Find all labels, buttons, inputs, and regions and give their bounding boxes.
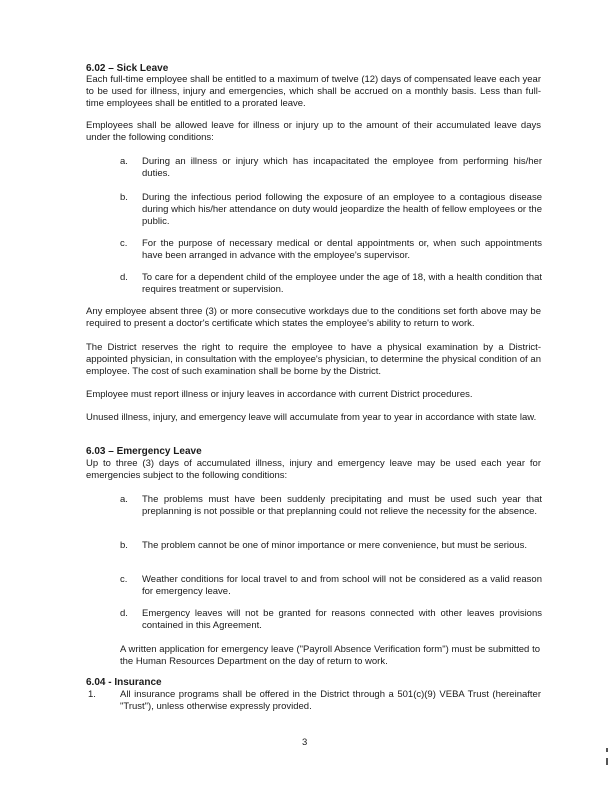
- list-item-text: Emergency leaves will not be granted for reasons connected with other leaves provisions contained in this Agreement.: [142, 608, 542, 631]
- list-marker: c.: [120, 238, 128, 249]
- section-602-paragraph-2: Employees shall be allowed leave for illness or injury up to the amount of their accumulated leave days under the following conditions:: [86, 120, 541, 143]
- list-marker: a.: [120, 156, 128, 167]
- list-item-text: During an illness or injury which has incapacitated the employee from performing his/her duties.: [142, 156, 542, 179]
- section-602-paragraph-3: Any employee absent three (3) or more consecutive workdays due to the conditions set forth above may be required to present a doctor's certificate which states the employee's ability to return to work.: [86, 306, 541, 329]
- page-number: 3: [302, 737, 308, 748]
- section-604-heading: 6.04 - Insurance: [86, 677, 162, 688]
- list-marker: b.: [120, 540, 128, 551]
- scan-edge-mark: [606, 748, 608, 752]
- list-marker: a.: [120, 494, 128, 505]
- list-item-text: Weather conditions for local travel to and from school will not be considered as a valid reason for emergency leave.: [142, 574, 542, 597]
- list-marker: c.: [120, 574, 128, 585]
- section-602-paragraph-5: Employee must report illness or injury leaves in accordance with current District procedures.: [86, 389, 473, 400]
- section-603-heading: 6.03 – Emergency Leave: [86, 446, 202, 457]
- section-602-paragraph-4: The District reserves the right to require the employee to have a physical examination by a District-appointed physician, in consultation with the employee's physician, to determine the physical condition of an employee. The cost of such examination shall be borne by the District.: [86, 342, 541, 377]
- section-603-paragraph-1: Up to three (3) days of accumulated illness, injury and emergency leave may be used each year for emergencies subject to the following conditions:: [86, 458, 541, 481]
- list-marker: 1.: [88, 689, 96, 700]
- list-item-text: For the purpose of necessary medical or dental appointments or, when such appointments have been arranged in advance with the employee's supervisor.: [142, 238, 542, 261]
- list-marker: d.: [120, 608, 128, 619]
- section-603-paragraph-2: A written application for emergency leave ("Payroll Absence Verification form") must be submitted to the Human Resources Department on the day of return to work.: [120, 644, 540, 667]
- section-602-paragraph-6: Unused illness, injury, and emergency leave will accumulate from year to year in accordance with state law.: [86, 412, 537, 423]
- list-item-text: All insurance programs shall be offered in the District through a 501(c)(9) VEBA Trust (hereinafter "Trust"), unless otherwise expressly provided.: [120, 689, 541, 712]
- list-item-text: During the infectious period following the exposure of an employee to a contagious disease during which his/her attendance on duty would jeopardize the health of fellow employees or the public.: [142, 192, 542, 227]
- list-marker: b.: [120, 192, 128, 203]
- list-item-text: To care for a dependent child of the employee under the age of 18, with a health condition that requires treatment or supervision.: [142, 272, 542, 295]
- list-item-text: The problem cannot be one of minor importance or mere convenience, but must be serious.: [142, 540, 527, 551]
- section-602-paragraph-1: Each full-time employee shall be entitled to a maximum of twelve (12) days of compensated leave each year to be used for illness, injury and emergencies, which shall be accrued on a monthly basis. Less than full-time employees shall be entitled to a prorated leave.: [86, 74, 541, 109]
- list-marker: d.: [120, 272, 128, 283]
- scan-edge-mark: [606, 758, 608, 765]
- list-item-text: The problems must have been suddenly precipitating and must be used such year that preplanning is not possible or that preplanning could not relieve the necessity for the absence.: [142, 494, 542, 517]
- section-602-heading: 6.02 – Sick Leave: [86, 63, 169, 74]
